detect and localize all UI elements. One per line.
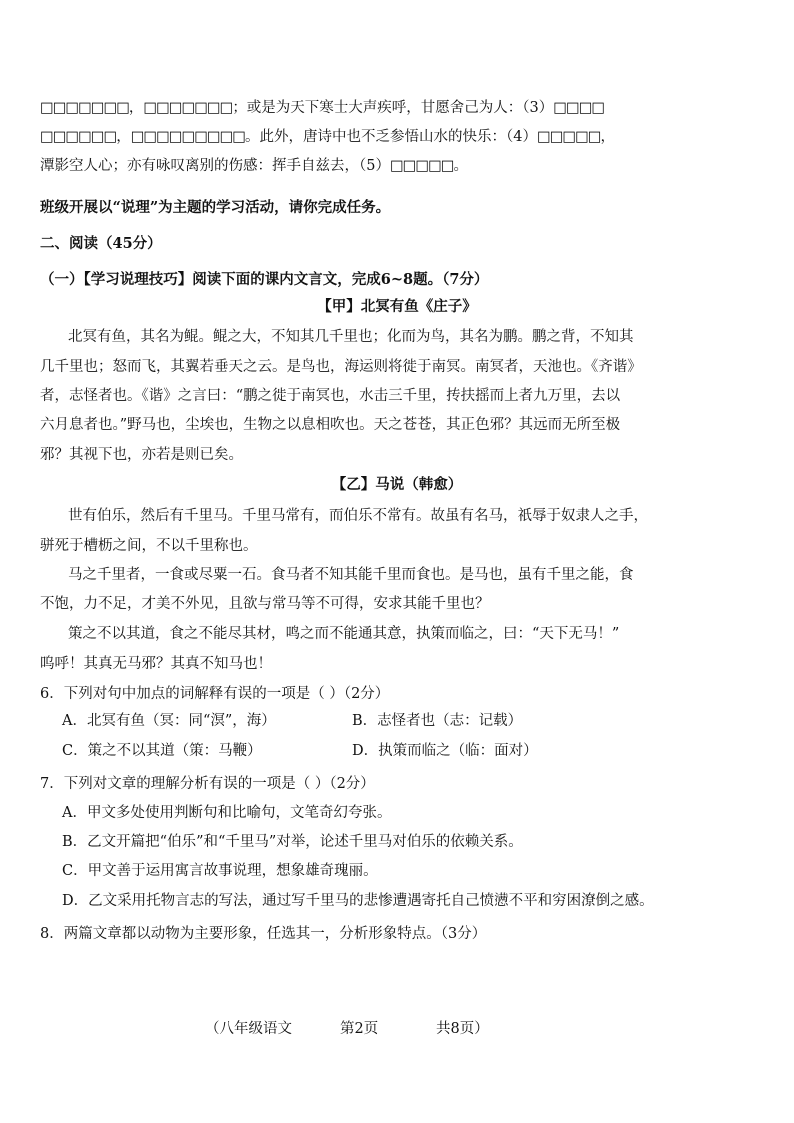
passage-a-line: 邪？其视下也，亦若是则已矣。	[40, 447, 243, 463]
footer-total-pages: 共8页）	[436, 1021, 489, 1037]
fill-blank-line-1: □□□□□□□，□□□□□□□；或是为天下寒士大声疾呼，甘愿舍己为人：（3）□□□□	[40, 100, 605, 116]
blank-boxes: □□□□□□	[40, 129, 117, 145]
question-7-stem: 7．下列对文章的理解分析有误的一项是（ ）（2分）	[40, 776, 375, 792]
passage-a-line: 北冥有鱼，其名为鲲。鲲之大，不知其几千里也；化而为鸟，其名为鹏。鹏之背，不知其	[68, 329, 634, 345]
question-7-option-c: C．甲文善于运用寓言故事说理，想象雄奇瑰丽。	[62, 863, 378, 879]
question-7-option-d: D．乙文采用托物言志的写法，通过写千里马的悲惨遭遇寄托自己愤懑不平和穷困潦倒之感。	[62, 893, 654, 909]
passage-b-title: 【乙】马说（韩愈）	[331, 476, 463, 493]
passage-b-line: 呜呼！其真无马邪？其真不知马也！	[40, 656, 272, 672]
passage-a-line: 几千里也；怒而飞，其翼若垂天之云。是鸟也，海运则将徙于南冥。南冥者，天池也。《齐谐》	[40, 359, 642, 375]
section-title: 二、阅读（45分）	[40, 235, 162, 252]
footer-subject: （八年级语文	[205, 1021, 292, 1037]
question-6-option-c: C．策之不以其道（策：马鞭）	[62, 743, 262, 759]
fill-blank-line-3: 潭影空人心；亦有咏叹离别的伤感：挥手自兹去，（5）□□□□□。	[40, 158, 468, 174]
passage-b-line: 世有伯乐，然后有千里马。千里马常有，而伯乐不常有。故虽有名马，祇辱于奴隶人之手，	[68, 508, 648, 524]
blank-boxes: □□□□□□□	[143, 100, 233, 116]
question-7-option-b: B．乙文开篇把“伯乐”和“千里马”对举，论述千里马对伯乐的依赖关系。	[62, 834, 523, 850]
blank-boxes: □□□□□□□□□	[130, 129, 246, 145]
passage-a-line: 六月息者也。”野马也，尘埃也，生物之以息相吹也。天之苍苍，其正色邪？其远而无所至极	[40, 417, 621, 433]
passage-b-line: 不饱，力不足，才美不外见，且欲与常马等不可得，安求其能千里也？	[40, 596, 490, 612]
blank-boxes: □□□□□	[389, 158, 454, 174]
passage-b-line: 策之不以其道，食之不能尽其材，鸣之而不能通其意，执策而临之，曰：“天下无马！”	[68, 626, 620, 642]
passage-a-title: 【甲】北冥有鱼《庄子》	[317, 298, 477, 315]
question-6-option-a: A．北冥有鱼（冥：同“溟”，海）	[62, 713, 276, 729]
question-8-stem: 8．两篇文章都以动物为主要形象，任选其一，分析形象特点。（3分）	[40, 926, 487, 942]
passage-a-line: 者，志怪者也。《谐》之言曰：“鹏之徙于南冥也，水击三千里，抟扶摇而上者九万里，去以	[40, 388, 621, 404]
footer-page-number: 第2页	[340, 1021, 379, 1037]
activity-intro: 班级开展以“说理”为主题的学习活动，请你完成任务。	[40, 199, 391, 216]
fill-blank-line-2: □□□□□□，□□□□□□□□□。此外，唐诗中也不乏参悟山水的快乐：（4）□□□□□，	[40, 129, 615, 145]
question-6-stem: 6．下列对句中加点的词解释有误的一项是（ ）（2分）	[40, 686, 390, 702]
question-7-option-a: A．甲文多处使用判断句和比喻句，文笔奇幻夸张。	[62, 805, 392, 821]
blank-boxes: □□□□□□□	[40, 100, 129, 116]
blank-boxes: □□□□	[553, 100, 605, 116]
subsection-title: （一）【学习说理技巧】阅读下面的课内文言文，完成6~8题。（7分）	[40, 271, 489, 288]
question-6-option-b: B．志怪者也（志：记载）	[352, 713, 523, 729]
passage-b-line: 骈死于槽枥之间，不以千里称也。	[40, 538, 258, 554]
question-6-option-d: D．执策而临之（临：面对）	[352, 743, 538, 759]
blank-boxes: □□□□□	[537, 129, 601, 145]
passage-b-line: 马之千里者，一食或尽粟一石。食马者不知其能千里而食也。是马也，虽有千里之能，食	[68, 567, 634, 583]
